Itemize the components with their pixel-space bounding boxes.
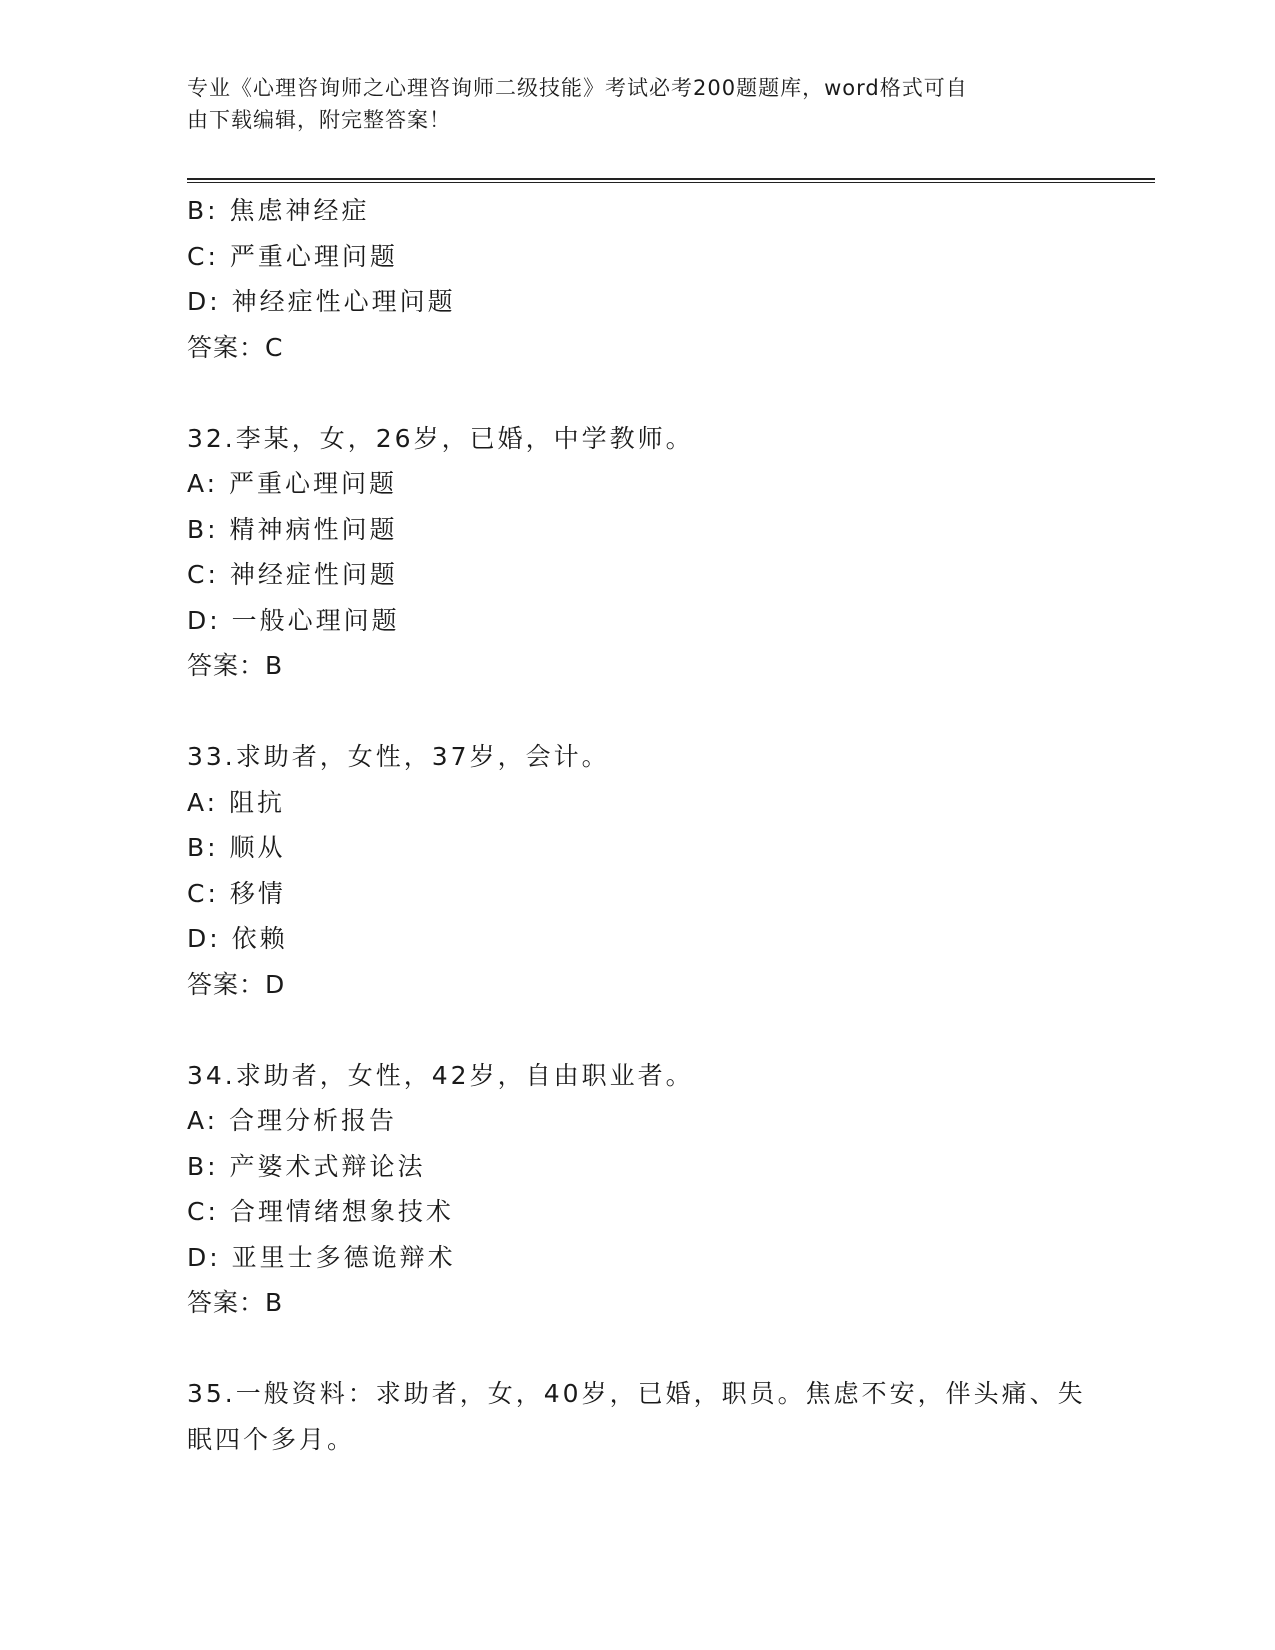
option-line: [187, 279, 1147, 325]
option-text: 依赖: [231, 924, 288, 953]
spacer: [187, 370, 1147, 416]
option-line: [187, 507, 1147, 553]
option-text: 严重心理问题: [229, 469, 398, 498]
option-label: A:: [187, 787, 219, 817]
option-label: C:: [187, 1197, 219, 1226]
option-text: 合理情绪想象技术: [229, 1197, 454, 1226]
option-label: B:: [187, 833, 219, 862]
header-divider-thin: [187, 182, 1155, 183]
option-line: [187, 188, 1147, 234]
option-label: C:: [187, 878, 219, 908]
option-line: [187, 780, 1147, 826]
option-label: D:: [187, 1242, 221, 1272]
question-stem: 35.一般资料：求助者，女，40岁，已婚，职员。焦虑不安，伴头痛、失眠四个多月。: [187, 1379, 1086, 1454]
option-line: [187, 552, 1147, 598]
question-stem: 34.求助者，女性，42岁，自由职业者。: [187, 1060, 694, 1090]
option-text: 焦虑神经症: [229, 196, 370, 225]
option-label: B:: [187, 514, 219, 544]
header-line-1: 专业《心理咨询师之心理咨询师二级技能》考试必考200题题库，word格式可自: [187, 76, 968, 100]
answer-line: 答案：B: [187, 1288, 284, 1317]
option-label: D:: [187, 605, 221, 635]
question-list: [187, 188, 1147, 1462]
option-text: 顺从: [229, 833, 286, 862]
option-line: [187, 916, 1147, 962]
option-text: 产婆术式辩论法: [229, 1151, 426, 1181]
spacer: [187, 689, 1147, 735]
option-label: D:: [187, 924, 221, 953]
answer-line: 答案：D: [187, 969, 286, 999]
answer-line: 答案：B: [187, 651, 284, 680]
option-line: [187, 1144, 1147, 1190]
option-label: A:: [187, 1106, 219, 1135]
option-line: [187, 461, 1147, 507]
option-text: 阻抗: [229, 787, 286, 817]
option-text: 亚里士多德诡辩术: [231, 1242, 456, 1272]
header-line-2: 由下载编辑，附完整答案！: [187, 108, 451, 132]
option-label: C:: [187, 560, 219, 589]
option-text: 神经症性问题: [229, 560, 398, 589]
document-header: [187, 72, 1067, 136]
option-line: [187, 1189, 1147, 1235]
question-stem: 32.李某，女，26岁，已婚，中学教师。: [187, 423, 694, 453]
option-text: 精神病性问题: [229, 514, 398, 544]
option-line: [187, 234, 1147, 280]
option-label: D:: [187, 287, 221, 316]
option-line: [187, 825, 1147, 871]
option-label: A:: [187, 469, 219, 498]
option-line: [187, 871, 1147, 917]
option-line: [187, 1235, 1147, 1281]
option-label: B:: [187, 1151, 219, 1181]
option-text: 合理分析报告: [229, 1106, 398, 1135]
option-text: 一般心理问题: [231, 605, 400, 635]
option-text: 移情: [229, 878, 286, 908]
header-divider-thick: [187, 178, 1155, 180]
question-stem: 33.求助者，女性，37岁，会计。: [187, 742, 610, 771]
spacer: [187, 1007, 1147, 1053]
option-text: 神经症性心理问题: [231, 287, 456, 316]
option-line: [187, 598, 1147, 644]
answer-line: 答案：C: [187, 332, 284, 362]
option-label: C:: [187, 241, 219, 271]
option-text: 严重心理问题: [229, 241, 398, 271]
option-label: B:: [187, 196, 219, 225]
spacer: [187, 1326, 1147, 1372]
option-line: [187, 1098, 1147, 1144]
